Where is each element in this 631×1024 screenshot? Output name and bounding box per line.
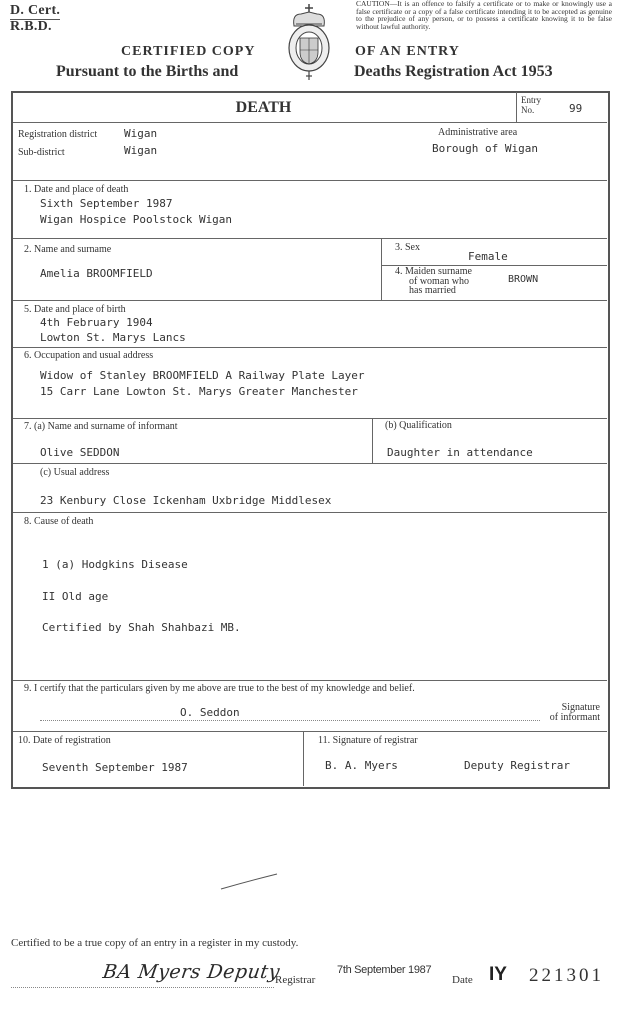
occupation: Widow of Stanley BROOMFIELD A Railway Plate Layer <box>40 369 365 382</box>
divider <box>13 347 607 348</box>
pen-mark <box>219 871 279 891</box>
field-11-label: 11. Signature of registrar <box>318 735 418 746</box>
field-7c-label: (c) Usual address <box>40 467 110 478</box>
informant-address: 23 Kenbury Close Ickenham Uxbridge Middlesex <box>40 494 332 507</box>
field-10-label: 10. Date of registration <box>18 735 111 746</box>
divider <box>13 731 607 732</box>
title-act: Deaths Registration Act 1953 <box>354 63 553 80</box>
form-code-dcert: D. Cert. <box>10 3 61 18</box>
administrative-area-label: Administrative area <box>438 127 518 138</box>
divider <box>13 418 607 419</box>
administrative-area-value: Borough of Wigan <box>432 142 538 155</box>
field-4-label-line-3: has married <box>409 285 456 296</box>
caution-notice: CAUTION—It is an offence to falsify a certificate or to make or knowingly use a false certificate or a copy of a false certificate intending it to be accepted as genuine to the prejudice of any person, or to possess a certificate knowing it to be false without lawful authority. <box>356 0 612 31</box>
serial-prefix: IY <box>489 964 507 985</box>
field-7a-label: 7. (a) Name and surname of informant <box>24 421 178 432</box>
entry-divider <box>516 92 517 122</box>
birth-place: Lowton St. Marys Lancs <box>40 331 186 344</box>
divider <box>13 180 607 181</box>
entry-label <box>521 95 541 115</box>
registration-district-label: Registration district <box>18 129 98 140</box>
entry-label-2: No. <box>521 105 535 115</box>
divider <box>303 731 304 786</box>
registrar-signature-line <box>11 987 274 988</box>
entry-number: 99 <box>569 102 583 115</box>
cause-certified-by: Certified by Shah Shahbazi MB. <box>42 621 241 634</box>
sub-district-value: Wigan <box>124 144 158 157</box>
divider <box>372 418 373 463</box>
title-certified-copy: CERTIFIED COPY <box>121 44 256 59</box>
cause-of-death-1a: 1 (a) Hodgkins Disease <box>42 558 188 571</box>
field-9-label: 9. I certify that the particulars given by me above are true to the best of my knowledge and belief. <box>24 683 415 694</box>
usual-address: 15 Carr Lane Lowton St. Marys Greater Manchester <box>40 385 358 398</box>
maiden-surname-value: BROWN <box>508 274 539 285</box>
registrar-name: B. A. Myers <box>325 759 398 772</box>
death-date: Sixth September 1987 <box>40 197 173 210</box>
informant-qualification: Daughter in attendance <box>387 446 533 459</box>
death-place: Wigan Hospice Poolstock Wigan <box>40 213 233 226</box>
divider <box>13 680 607 681</box>
informant-name: Olive SEDDON <box>40 446 120 459</box>
divider <box>13 463 607 464</box>
divider <box>381 238 382 300</box>
title-pursuant: Pursuant to the Births and <box>56 63 239 80</box>
field-8-label: 8. Cause of death <box>24 516 94 527</box>
date-label: Date <box>452 974 473 986</box>
serial-number: 221301 <box>529 965 604 986</box>
field-4-label-line-2: of woman who <box>409 275 469 287</box>
field-2-label: 2. Name and surname <box>24 244 112 255</box>
signature-of-informant-label <box>530 703 600 723</box>
certification-statement: Certified to be a true copy of an entry in a register in my custody. <box>11 937 299 949</box>
registrar-label: Registrar <box>275 974 316 986</box>
field-3-label: 3. Sex <box>395 242 420 253</box>
form-heading: DEATH <box>235 99 292 116</box>
form-code-rbd: R.B.D. <box>10 19 52 34</box>
registrar-title: Deputy Registrar <box>464 759 570 772</box>
field-7b-label: (b) Qualification <box>385 420 452 431</box>
divider <box>13 300 607 301</box>
field-4-label <box>395 267 472 296</box>
registrar-handwritten-signature: BA Myers Deputy <box>101 961 282 983</box>
registration-district-value: Wigan <box>124 127 158 140</box>
divider <box>13 238 607 239</box>
divider <box>13 512 607 513</box>
deceased-name: Amelia BROOMFIELD <box>40 267 153 280</box>
field-5-label: 5. Date and place of birth <box>24 304 126 315</box>
field-4-label-line-1: 4. Maiden surname <box>395 266 472 277</box>
entry-label-1: Entry <box>521 95 541 105</box>
title-of-an-entry: OF AN ENTRY <box>355 44 460 59</box>
field-1-label: 1. Date and place of death <box>24 184 129 195</box>
signature-line <box>40 720 540 721</box>
field-6-label: 6. Occupation and usual address <box>24 350 154 361</box>
registration-date: Seventh September 1987 <box>42 761 188 774</box>
certification-date: 7th September 1987 <box>337 964 432 976</box>
signature-label-1: Signature <box>561 702 600 713</box>
divider <box>13 122 607 123</box>
signature-label-2: of informant <box>549 712 600 723</box>
cause-of-death-2: II Old age <box>42 590 109 603</box>
birth-date: 4th February 1904 <box>40 316 153 329</box>
sub-district-label: Sub-district <box>18 147 65 158</box>
royal-coat-of-arms-icon <box>284 2 334 84</box>
sex-value: Female <box>468 250 508 263</box>
informant-signature: O. Seddon <box>180 706 240 719</box>
